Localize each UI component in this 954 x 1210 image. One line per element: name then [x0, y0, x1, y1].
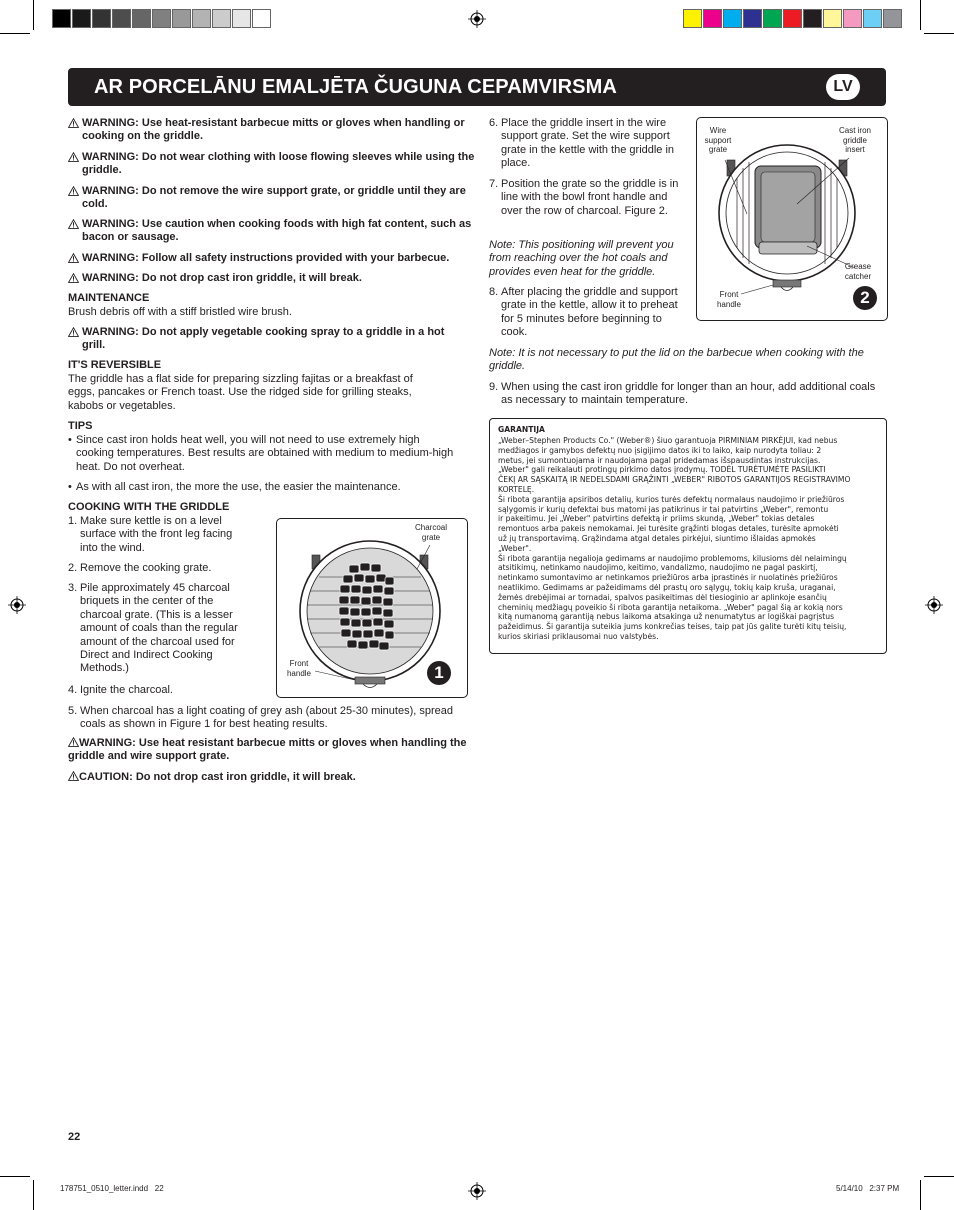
warning-text: WARNING: Use caution when cooking foods with high fat content, such as bacon or sausage.	[82, 218, 472, 244]
figure-1	[276, 518, 468, 698]
warranty-title: GARANTIJA	[498, 425, 545, 434]
color-swatch	[743, 9, 762, 28]
warning-triangle-icon	[68, 737, 79, 747]
warning-1	[68, 117, 480, 144]
step-text: When charcoal has a light coating of grey ash (about 25-30 minutes), spread coals as shown in Figure 1 for best heating results.	[80, 705, 453, 731]
warning-text: WARNING: Do not apply vegetable cooking spray to a griddle in a hot grill.	[82, 326, 445, 352]
step-text: Pile approximately 45 charcoal briquets in the center of the charcoal grate. (This is a lesser amount of coals than the regular amount of the charcoal used for Direct and Indirect Cooking Methods.)	[80, 582, 238, 675]
warranty-body: „Weber–Stephen Products Co." (Weber®) šiuo garantuoja PIRMINIAM PIRKĖJUI, kad nebus medžiagos ir gamybos defektų nuo įsigijimo datos iki to laiko, kaip nurodyta toliau: 2 metus, jei sumontuojama ir naudojama pagal pridedamas išspausdintas instrukcijas. „Weber" gali reikalauti protingų pirkimo datos įrodymų. TODĖL TURĖTUMĖTE PASILIKTI ČEKĮ AR SĄSKAITĄ IR NEDELSDAMI GRĄŽINTI „WEBER" RIBOTOS GARANTIJOS REGISTRAVIMO KORTELĘ. Ši ribota garantija apsiribos detalių, kurios turės defektų normalaus naudojimo ir priežiūros sąlygomis ir kurių defektai bus matomi jas patikrinus ir tai patvirtins „Weber", remontu ir pakeitimu. Jei „Weber" patvirtins defektą ir priims skundą, „Weber" tokias detales remontuos arba pakeis nemokamai. Jei turėsite grąžinti blogas detales, turėsite apmokėti už jų transportavimą. Grąžindama atgal detales pirkėjui, siuntimo išlaidas apmokės „Weber". Ši ribota garantija negalioja gedimams ar naudojimo problemoms, kilusioms dėl nelaimingų atsitikimų, netinkamo naudojimo, keitimo, vandalizmo, naudojimo ne pagal paskirtį, netinkamo sumontavimo ar netinkamos priežiūros arba įprastinės ir nuolatinės priežiūros neatlikimo. Gedimams ar pažeidimams dėl prastų oro sąlygų, tokių kaip kruša, uraganai, žemės drebėjimai ar tornadai, spalvos pasikeitimas dėl tiesioginio ar aplinkoje esančių cheminių medžiagų poveikio ši ribota garantija netaikoma. „Weber" pagal šią ar kokią nors kitą numanomą garantiją nebus laikoma atsakinga už nenumatytus ar logiškai pagrįstus pažeidimus. Ši garantija suteikia jums konkrečias teises, taip pat jūs galite turėti kitų teisių, kurios skiriasi priklausomai nuo valstybės.	[498, 436, 851, 641]
step-number: 3.	[68, 582, 78, 594]
gray-swatch	[132, 9, 151, 28]
warning-triangle-icon	[68, 771, 79, 781]
step-number: 2.	[68, 562, 78, 574]
step-number: 9.	[489, 381, 499, 393]
warning-5	[68, 252, 480, 265]
step-text: After placing the griddle and support grate in the kettle, allow it to preheat for 5 minutes before beginning to cook.	[501, 286, 678, 339]
warning-triangle-icon	[68, 219, 79, 229]
caution-text: CAUTION: Do not drop cast iron griddle, it will break.	[79, 771, 356, 783]
print-date: 5/14/10 2:37 PM	[836, 1184, 900, 1193]
final-warning	[68, 737, 468, 764]
step-9	[489, 381, 879, 408]
maintenance-warning	[68, 326, 462, 353]
step-number: 6.	[489, 117, 499, 129]
step-number: 5.	[68, 705, 78, 717]
figure-number: 2	[853, 286, 877, 310]
step-text: Place the griddle insert in the wire support grate. Set the wire support grate in the kettle with the griddle in place.	[501, 117, 675, 170]
step-number: 1.	[68, 515, 78, 527]
step-8	[489, 286, 685, 340]
maintenance-text: Brush debris off with a stiff bristled wire brush.	[68, 306, 292, 318]
step-number: 7.	[489, 178, 499, 190]
warning-text: WARNING: Use heat resistant barbecue mitts or gloves when handling the griddle and wire support grate.	[68, 737, 467, 763]
color-swatch	[703, 9, 722, 28]
front-handle-label: Front handle	[286, 659, 312, 678]
page-number: 22	[68, 1131, 81, 1143]
step-text: Position the grate so the griddle is in line with the bowl front handle and over the row of charcoal. Figure 2.	[501, 178, 679, 217]
color-swatch	[863, 9, 882, 28]
step-1	[68, 515, 250, 555]
color-swatch	[723, 9, 742, 28]
warning-triangle-icon	[68, 273, 79, 283]
note-lid: Note: It is not necessary to put the lid on the barbecue when cooking with the griddle.	[489, 347, 864, 373]
cooking-heading: COOKING WITH THE GRIDDLE	[68, 501, 230, 513]
page-title: AR PORCELĀNU EMALJĒTA ČUGUNA CEPAMVIRSMA	[94, 76, 617, 98]
warning-2	[68, 151, 480, 178]
gray-swatch	[92, 9, 111, 28]
warning-triangle-icon	[68, 253, 79, 263]
gray-swatch	[152, 9, 171, 28]
front-handle-label: Front handle	[716, 290, 742, 309]
cast-iron-griddle-insert-label: Cast iron griddle insert	[838, 126, 871, 154]
color-swatch	[843, 9, 862, 28]
color-swatch	[783, 9, 802, 28]
step-3	[68, 582, 252, 676]
warning-4	[68, 218, 480, 245]
warning-text: WARNING: Use heat-resistant barbecue mitts or gloves when handling or cooking on the griddle.	[82, 117, 465, 143]
warning-triangle-icon	[68, 152, 79, 162]
color-swatch	[883, 9, 902, 28]
registration-mark-icon	[468, 1182, 486, 1200]
registration-mark-icon	[468, 10, 486, 28]
wire-support-grate-label: Wire support grate	[704, 126, 732, 154]
gray-swatch	[252, 9, 271, 28]
note-positioning: Note: This positioning will prevent you from reaching over the hot coals and provides even heat for the griddle.	[489, 239, 674, 278]
color-swatch	[823, 9, 842, 28]
tips-heading: TIPS	[68, 420, 93, 432]
step-2	[68, 562, 258, 575]
gray-swatch	[172, 9, 191, 28]
title-banner	[68, 68, 886, 106]
file-slug: 178751_0510_letter.indd 22	[60, 1184, 164, 1193]
gray-swatch	[52, 9, 71, 28]
warning-triangle-icon	[68, 327, 79, 337]
tip-item: • Since cast iron holds heat well, you will not need to use extremely high cooking temperatures. Best results are obtained with medium to medium-high heat. Do not overheat.	[68, 434, 458, 474]
step-text: Make sure kettle is on a level surface with the front leg facing into the wind.	[80, 515, 233, 554]
reversible-text: The griddle has a flat side for preparing sizzling fajitas or a breakfast of eggs, pancakes or French toast. Use the ridged side for grilling steaks, kabobs or vegetables.	[68, 373, 413, 412]
figure-number: 1	[427, 661, 451, 685]
step-number: 8.	[489, 286, 499, 298]
warning-text: WARNING: Do not remove the wire support grate, or griddle until they are cold.	[82, 185, 466, 211]
charcoal-grate-label: Charcoal grate	[414, 523, 447, 542]
warning-text: WARNING: Do not wear clothing with loose flowing sleeves while using the griddle.	[82, 151, 475, 177]
registration-mark-icon	[8, 596, 26, 614]
step-7	[489, 178, 685, 218]
gray-swatch	[72, 9, 91, 28]
step-6	[489, 117, 687, 171]
maintenance-heading: MAINTENANCE	[68, 292, 150, 304]
registration-mark-icon	[925, 596, 943, 614]
tip-item: • As with all cast iron, the more the use, the easier the maintenance.	[68, 481, 476, 494]
reversible-heading: IT'S REVERSIBLE	[68, 359, 162, 371]
step-text: Remove the cooking grate.	[80, 562, 212, 574]
color-swatch	[763, 9, 782, 28]
warning-triangle-icon	[68, 118, 79, 128]
gray-swatch	[232, 9, 251, 28]
gray-swatch	[192, 9, 211, 28]
language-badge: LV	[826, 74, 860, 100]
step-4	[68, 684, 258, 697]
step-5	[68, 705, 468, 732]
color-swatch	[683, 9, 702, 28]
gray-swatch	[212, 9, 231, 28]
warning-text: WARNING: Follow all safety instructions provided with your barbecue.	[82, 252, 450, 264]
step-number: 4.	[68, 684, 78, 696]
step-text: When using the cast iron griddle for longer than an hour, add additional coals as necessary to maintain temperature.	[501, 381, 876, 407]
warning-text: WARNING: Do not drop cast iron griddle, it will break.	[82, 272, 362, 284]
final-caution	[68, 771, 468, 784]
warning-triangle-icon	[68, 186, 79, 196]
warning-6	[68, 272, 480, 285]
gray-swatch	[112, 9, 131, 28]
warranty-box	[489, 418, 887, 654]
grease-catcher-label: Grease catcher	[844, 262, 872, 281]
step-text: Ignite the charcoal.	[80, 684, 173, 696]
warning-3	[68, 185, 480, 212]
figure-2	[696, 117, 888, 321]
color-swatch	[803, 9, 822, 28]
